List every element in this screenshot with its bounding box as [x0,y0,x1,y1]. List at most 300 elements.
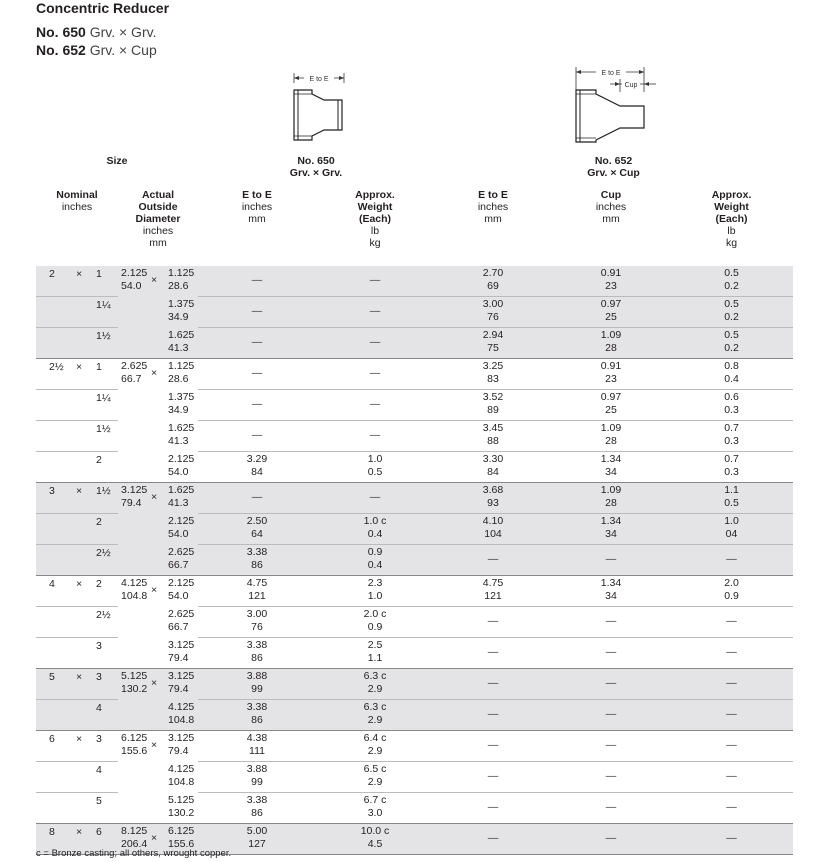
times-sign: × [76,671,83,683]
value-secondary: 93 [487,497,499,509]
value-secondary: 104 [484,528,502,540]
product-number: 652 [62,42,86,58]
value-secondary: 34 [605,466,617,478]
times-sign: × [76,578,83,590]
od-inches: 4.125 [121,577,148,589]
od-mm: 155.6 [121,745,148,757]
value-secondary: 86 [251,559,263,571]
od-cell [118,669,198,700]
dash: — [605,832,617,844]
nominal-b: 5 [96,795,102,807]
value-primary: 0.97 [600,298,622,310]
weight-650-cell [316,452,434,483]
value-primary: 0.97 [600,391,622,403]
weight-650-cell [316,359,434,390]
e-to-e-650-cell [198,483,316,514]
value-secondary: 0.3 [724,466,739,478]
nominal-b: 1½ [96,330,111,342]
value-secondary: 83 [487,373,499,385]
value-secondary: 0.3 [724,404,739,416]
value-primary: 2.70 [482,267,504,279]
nominal-a: 3 [49,485,55,497]
od2-mm: 28.6 [168,373,189,385]
od-mm: 104.8 [121,590,148,602]
value-secondary: 2.9 [367,714,383,726]
value-secondary: 89 [487,404,499,416]
value-primary: 3.88 [246,763,268,775]
od2-inches: 3.125 [168,732,195,744]
weight-650-cell [316,669,434,700]
od2-mm: 28.6 [168,280,189,292]
od-mm: 54.0 [121,280,142,292]
nominal-b: 3 [96,733,102,745]
col-weight: Approx. Weight (Each) lb kg [355,189,395,249]
weight-652-cell [670,700,793,731]
value-primary: 2.94 [482,329,504,341]
dash: — [605,646,617,658]
table-row [36,669,793,700]
value-secondary: 69 [487,280,499,292]
nominal-cell [36,576,118,607]
dash: — [369,429,381,441]
od-cell [118,607,198,638]
times-sign: × [151,367,158,379]
dash: — [726,801,737,813]
nominal-cell [36,266,118,297]
nominal-cell [36,607,118,638]
od2-mm: 155.6 [168,838,195,850]
value-primary: 2.0 c [363,608,387,620]
value-primary: 1.0 c [363,515,387,527]
times-sign: × [151,491,158,503]
od2-inches: 4.125 [168,701,195,713]
cup-652-cell [552,328,670,359]
nominal-cell [36,762,118,793]
col-cup: Cup inches mm [595,189,627,225]
e-to-e-652-cell [434,452,552,483]
weight-650-cell [316,483,434,514]
e-to-e-650-cell [198,638,316,669]
page-title: Concentric Reducer [36,0,170,16]
weight-652-cell [670,421,793,452]
value-secondary: 76 [487,311,499,323]
dash: — [487,770,499,782]
nominal-b: 1½ [96,485,111,497]
cup-652-cell [552,762,670,793]
value-secondary: 0.5 [724,497,739,509]
e-to-e-label: E to E [309,76,329,83]
od-inches: 8.125 [121,825,148,837]
dash: — [251,274,263,286]
e-to-e-652-cell [434,700,552,731]
e-to-e-650-cell [198,452,316,483]
e-to-e-652-cell [434,545,552,576]
value-secondary: 0.9 [724,590,739,602]
value-secondary: 75 [487,342,499,354]
cup-652-cell [552,793,670,824]
dash: — [369,491,381,503]
od2-inches: 1.375 [168,391,195,403]
dash: — [726,708,737,720]
od2-mm: 104.8 [168,714,195,726]
value-primary: 0.7 [724,453,739,465]
e-to-e-652-cell [434,669,552,700]
weight-652-cell [670,359,793,390]
value-secondary: 23 [605,280,617,292]
od2-mm: 79.4 [168,683,189,695]
od-cell [118,421,198,452]
nominal-b: 4 [96,702,102,714]
value-secondary: 2.9 [367,776,383,788]
od2-mm: 54.0 [168,590,189,602]
e-to-e-650-cell [198,731,316,762]
cup-652-cell [552,638,670,669]
table-row [36,576,793,607]
table-row [36,328,793,359]
od2-mm: 41.3 [168,342,189,354]
value-secondary: 2.9 [367,745,383,757]
od-cell [118,514,198,545]
value-primary: 2.5 [367,639,383,651]
od-cell [118,545,198,576]
value-secondary: 1.1 [367,652,383,664]
nominal-b: 1¼ [96,392,111,404]
od-mm: 206.4 [121,838,148,850]
value-primary: 10.0 c [360,825,390,837]
dash: — [726,770,737,782]
dash: — [369,305,381,317]
od2-mm: 54.0 [168,466,189,478]
value-primary: 6.4 c [363,732,387,744]
times-sign: × [151,739,158,751]
nominal-cell [36,297,118,328]
nominal-cell [36,359,118,390]
od-cell [118,390,198,421]
weight-652-cell [670,545,793,576]
value-primary: 4.10 [482,515,504,527]
od-cell [118,793,198,824]
value-secondary: 28 [605,497,617,509]
value-primary: 3.00 [246,608,268,620]
nominal-b: 1 [96,361,102,373]
dash: — [726,677,737,689]
nominal-cell [36,700,118,731]
nominal-b: 1¼ [96,299,111,311]
times-sign: × [76,361,83,373]
value-secondary: 88 [487,435,499,447]
col-weight-652: Approx. Weight (Each) lb kg [711,189,752,249]
dash: — [369,274,381,286]
od2-mm: 79.4 [168,745,189,757]
weight-650-cell [316,824,434,855]
weight-650-cell [316,793,434,824]
od2-mm: 79.4 [168,652,189,664]
value-primary: 1.0 [367,453,383,465]
od-inches: 2.625 [121,360,148,372]
value-primary: 6.3 c [363,701,387,713]
nominal-b: 2½ [96,547,111,559]
nominal-b: 4 [96,764,102,776]
table-row [36,762,793,793]
table-row [36,266,793,297]
od-mm: 79.4 [121,497,142,509]
e-to-e-652-cell [434,576,552,607]
value-primary: 3.38 [246,546,268,558]
value-secondary: 0.3 [724,435,739,447]
nominal-b: 2 [96,454,102,466]
dash: — [251,336,263,348]
od2-inches: 2.125 [168,453,195,465]
value-secondary: 0.2 [724,342,739,354]
value-secondary: 86 [251,714,263,726]
od-cell [118,483,198,514]
value-secondary: 1.0 [367,590,383,602]
e-to-e-652-cell [434,762,552,793]
cup-652-cell [552,452,670,483]
od2-inches: 6.125 [168,825,195,837]
od2-mm: 41.3 [168,497,189,509]
weight-652-cell [670,266,793,297]
table-row [36,607,793,638]
dash: — [726,832,737,844]
value-primary: 3.52 [482,391,504,403]
value-primary: 3.88 [246,670,268,682]
value-secondary: 28 [605,435,617,447]
table-row [36,514,793,545]
nominal-cell [36,545,118,576]
nominal-b: 3 [96,640,102,652]
e-to-e-650-cell [198,390,316,421]
cup-label: Cup [624,82,638,89]
cup-652-cell [552,514,670,545]
value-secondary: 127 [248,838,266,850]
value-secondary: 25 [605,404,617,416]
value-primary: 1.34 [600,515,622,527]
value-primary: 1.34 [600,577,622,589]
dash: — [487,553,499,565]
value-secondary: 121 [484,590,502,602]
e-to-e-650-cell [198,762,316,793]
col-outside-diameter: Actual Outside Diameter inches mm [135,189,181,249]
value-primary: 0.5 [724,267,739,279]
e-to-e-652-cell [434,824,552,855]
col-e-to-e-652: E to E inches mm [477,189,509,225]
nominal-a: 4 [49,578,55,590]
od2-inches: 1.625 [168,484,195,496]
dash: — [605,801,617,813]
e-to-e-650-cell [198,421,316,452]
table-row [36,390,793,421]
dash: — [251,305,263,317]
cup-652-cell [552,731,670,762]
nominal-cell [36,328,118,359]
dash: — [726,646,737,658]
value-primary: 3.30 [482,453,504,465]
times-sign: × [151,832,158,844]
value-secondary: 28 [605,342,617,354]
product-desc: Grv. × Cup [89,42,157,58]
value-secondary: 99 [251,683,263,695]
od-cell [118,731,198,762]
e-to-e-652-cell [434,266,552,297]
od2-inches: 1.375 [168,298,195,310]
value-primary: 3.29 [246,453,268,465]
product-652-line [36,42,157,58]
cup-652-cell [552,483,670,514]
od2-mm: 34.9 [168,404,189,416]
nominal-a: 5 [49,671,55,683]
weight-652-cell [670,297,793,328]
value-primary: 3.68 [482,484,504,496]
od2-inches: 1.125 [168,267,195,279]
nominal-b: 2 [96,516,102,528]
e-to-e-652-cell [434,607,552,638]
dash: — [726,553,737,565]
od2-inches: 1.125 [168,360,195,372]
dash: — [487,677,499,689]
nominal-cell [36,731,118,762]
weight-652-cell [670,452,793,483]
weight-650-cell [316,607,434,638]
value-secondary: 121 [248,590,266,602]
od2-mm: 66.7 [168,559,189,571]
weight-652-cell [670,669,793,700]
od-mm: 66.7 [121,373,142,385]
od2-inches: 2.125 [168,577,195,589]
dash: — [369,367,381,379]
nominal-cell [36,793,118,824]
e-to-e-650-cell [198,669,316,700]
value-primary: 3.38 [246,639,268,651]
dash: — [605,739,617,751]
nominal-cell [36,452,118,483]
cup-652-cell [552,576,670,607]
value-primary: 2.3 [367,577,383,589]
dash: — [487,801,499,813]
value-secondary: 23 [605,373,617,385]
value-primary: 3.38 [246,701,268,713]
value-primary: 2.50 [246,515,268,527]
od-cell [118,700,198,731]
value-primary: 5.00 [246,825,268,837]
value-primary: 1.09 [600,422,622,434]
product-no-label: No. [36,42,59,58]
weight-652-cell [670,483,793,514]
value-primary: 4.75 [246,577,268,589]
table-row [36,359,793,390]
value-secondary: 0.5 [367,466,383,478]
value-primary: 3.38 [246,794,268,806]
cup-652-cell [552,390,670,421]
e-to-e-650-cell [198,297,316,328]
times-sign: × [151,274,158,286]
od-cell [118,762,198,793]
e-to-e-652-cell [434,297,552,328]
weight-650-cell [316,297,434,328]
weight-652-cell [670,638,793,669]
times-sign: × [76,826,83,838]
value-primary: 4.75 [482,577,504,589]
reducer-652-diagram [570,64,662,150]
dash: — [251,398,263,410]
e-to-e-label: E to E [601,70,621,77]
weight-650-cell [316,390,434,421]
product-no-label: No. [36,24,59,40]
e-to-e-650-cell [198,607,316,638]
od2-inches: 1.625 [168,329,195,341]
value-secondary: 84 [251,466,263,478]
footnote: c = Bronze casting; all others, wrought copper. [36,848,232,859]
e-to-e-650-cell [198,266,316,297]
od2-mm: 130.2 [168,807,195,819]
value-secondary: 111 [249,745,265,757]
weight-652-cell [670,390,793,421]
od2-inches: 5.125 [168,794,195,806]
dash: — [369,336,381,348]
weight-650-cell [316,514,434,545]
od2-mm: 66.7 [168,621,189,633]
e-to-e-652-cell [434,328,552,359]
value-primary: 0.91 [600,360,622,372]
od-inches: 2.125 [121,267,148,279]
e-to-e-652-cell [434,390,552,421]
nominal-cell [36,483,118,514]
dash: — [605,770,617,782]
od2-inches: 3.125 [168,670,195,682]
value-secondary: 04 [725,528,738,540]
product-number: 650 [62,24,86,40]
e-to-e-652-cell [434,483,552,514]
od2-mm: 41.3 [168,435,189,447]
value-primary: 0.7 [724,422,739,434]
weight-652-cell [670,514,793,545]
od2-inches: 4.125 [168,763,195,775]
no652-header: No. 652 Grv. × Cup [587,155,640,179]
cup-652-cell [552,421,670,452]
nominal-a: 2½ [49,361,64,373]
od-cell [118,266,198,297]
nominal-a: 6 [49,733,55,745]
dash: — [605,708,617,720]
table-row [36,700,793,731]
nominal-b: 2 [96,578,102,590]
od-inches: 3.125 [121,484,148,496]
value-secondary: 84 [487,466,499,478]
nominal-b: 6 [96,826,102,838]
value-primary: 3.45 [482,422,504,434]
e-to-e-650-cell [198,328,316,359]
e-to-e-652-cell [434,514,552,545]
od2-inches: 2.625 [168,546,195,558]
value-primary: 1.1 [724,484,739,496]
table-row [36,638,793,669]
od2-inches: 2.125 [168,515,195,527]
nominal-b: 1 [96,268,102,280]
nominal-a: 8 [49,826,55,838]
value-primary: 0.6 [724,391,739,403]
value-primary: 4.38 [246,732,268,744]
value-secondary: 0.2 [724,280,739,292]
weight-650-cell [316,328,434,359]
dash: — [487,708,499,720]
value-primary: 6.3 c [363,670,387,682]
times-sign: × [76,733,83,745]
weight-652-cell [670,607,793,638]
dash: — [726,739,737,751]
e-to-e-650-cell [198,700,316,731]
e-to-e-650-cell [198,514,316,545]
value-primary: 0.5 [724,329,739,341]
